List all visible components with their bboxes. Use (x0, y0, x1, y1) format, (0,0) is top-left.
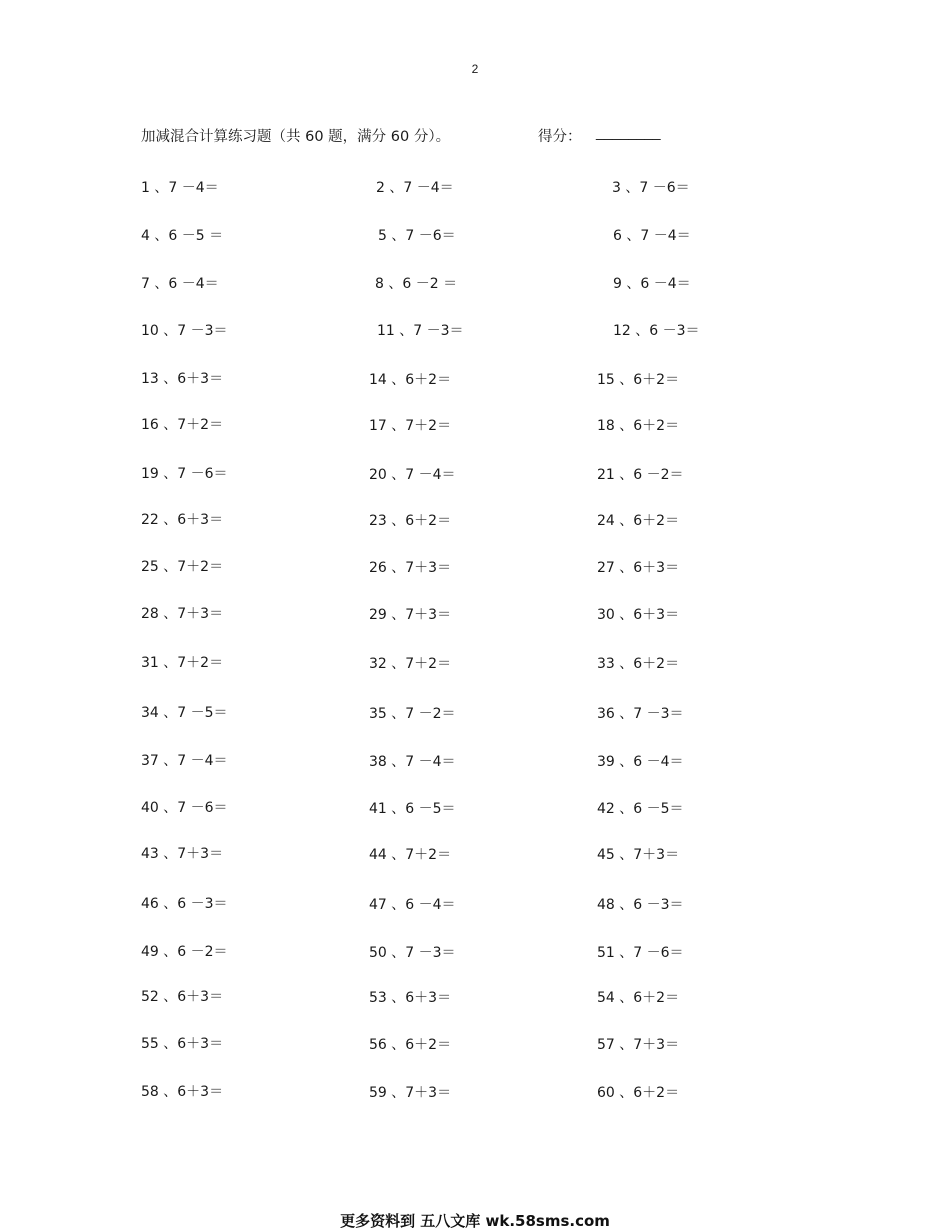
problem-item: 21 、6 －2＝ (597, 467, 684, 483)
problem-item: 37 、7 －4＝ (141, 753, 228, 769)
worksheet-title: 加减混合计算练习题（共 60 题，满分 60 分）。 (141, 129, 451, 145)
problem-item: 25 、7＋2＝ (141, 559, 224, 575)
problem-item: 8 、6 －2 ＝ (375, 276, 458, 292)
problem-item: 41 、6 －5＝ (369, 801, 456, 817)
problem-item: 56 、6＋2＝ (369, 1037, 452, 1053)
problem-item: 11 、7 －3＝ (377, 323, 464, 339)
problem-item: 28 、7＋3＝ (141, 606, 224, 622)
problem-item: 20 、7 －4＝ (369, 467, 456, 483)
problem-item: 44 、7＋2＝ (369, 847, 452, 863)
score-label: 得分： (538, 129, 582, 145)
problem-item: 26 、7＋3＝ (369, 560, 452, 576)
problem-item: 48 、6 －3＝ (597, 897, 684, 913)
problem-item: 4 、6 －5 ＝ (141, 228, 224, 244)
problem-item: 53 、6＋3＝ (369, 990, 452, 1006)
problem-item: 57 、7＋3＝ (597, 1037, 680, 1053)
problem-item: 30 、6＋3＝ (597, 607, 680, 623)
problem-item: 43 、7＋3＝ (141, 846, 224, 862)
problem-item: 18 、6＋2＝ (597, 418, 680, 434)
problem-item: 16 、7＋2＝ (141, 417, 224, 433)
problem-item: 7 、6 －4＝ (141, 276, 219, 292)
problem-item: 19 、7 －6＝ (141, 466, 228, 482)
footer-watermark: 更多资料到 五八文库 wk.58sms.com (340, 1212, 610, 1230)
problem-item: 45 、7＋3＝ (597, 847, 680, 863)
problem-item: 6 、7 －4＝ (613, 228, 691, 244)
problem-item: 17 、7＋2＝ (369, 418, 452, 434)
problem-item: 12 、6 －3＝ (613, 323, 700, 339)
problem-item: 10 、7 －3＝ (141, 323, 228, 339)
score-blank: ________ (596, 125, 661, 141)
problem-item: 33 、6＋2＝ (597, 656, 680, 672)
problem-item: 9 、6 －4＝ (613, 276, 691, 292)
problem-item: 46 、6 －3＝ (141, 896, 228, 912)
problem-item: 55 、6＋3＝ (141, 1036, 224, 1052)
problem-item: 54 、6＋2＝ (597, 990, 680, 1006)
problem-item: 38 、7 －4＝ (369, 754, 456, 770)
problem-item: 34 、7 －5＝ (141, 705, 228, 721)
problem-item: 58 、6＋3＝ (141, 1084, 224, 1100)
problem-item: 22 、6＋3＝ (141, 512, 224, 528)
problem-item: 3 、7 －6＝ (612, 180, 690, 196)
problem-item: 32 、7＋2＝ (369, 656, 452, 672)
problem-item: 23 、6＋2＝ (369, 513, 452, 529)
problem-item: 51 、7 －6＝ (597, 945, 684, 961)
problem-item: 40 、7 －6＝ (141, 800, 228, 816)
problem-item: 35 、7 －2＝ (369, 706, 456, 722)
problem-item: 52 、6＋3＝ (141, 989, 224, 1005)
problem-item: 29 、7＋3＝ (369, 607, 452, 623)
problem-item: 59 、7＋3＝ (369, 1085, 452, 1101)
problem-item: 14 、6＋2＝ (369, 372, 452, 388)
problem-item: 24 、6＋2＝ (597, 513, 680, 529)
problem-item: 50 、7 －3＝ (369, 945, 456, 961)
problem-item: 47 、6 －4＝ (369, 897, 456, 913)
problem-item: 2 、7 －4＝ (376, 180, 454, 196)
problem-item: 42 、6 －5＝ (597, 801, 684, 817)
problem-item: 36 、7 －3＝ (597, 706, 684, 722)
problem-item: 1 、7 －4＝ (141, 180, 219, 196)
problem-item: 15 、6＋2＝ (597, 372, 680, 388)
problem-item: 31 、7＋2＝ (141, 655, 224, 671)
problem-item: 27 、6＋3＝ (597, 560, 680, 576)
problem-item: 39 、6 －4＝ (597, 754, 684, 770)
problem-item: 13 、6＋3＝ (141, 371, 224, 387)
problem-item: 60 、6＋2＝ (597, 1085, 680, 1101)
page-number: 2 (471, 62, 479, 76)
problem-item: 49 、6 －2＝ (141, 944, 228, 960)
problem-item: 5 、7 －6＝ (378, 228, 456, 244)
